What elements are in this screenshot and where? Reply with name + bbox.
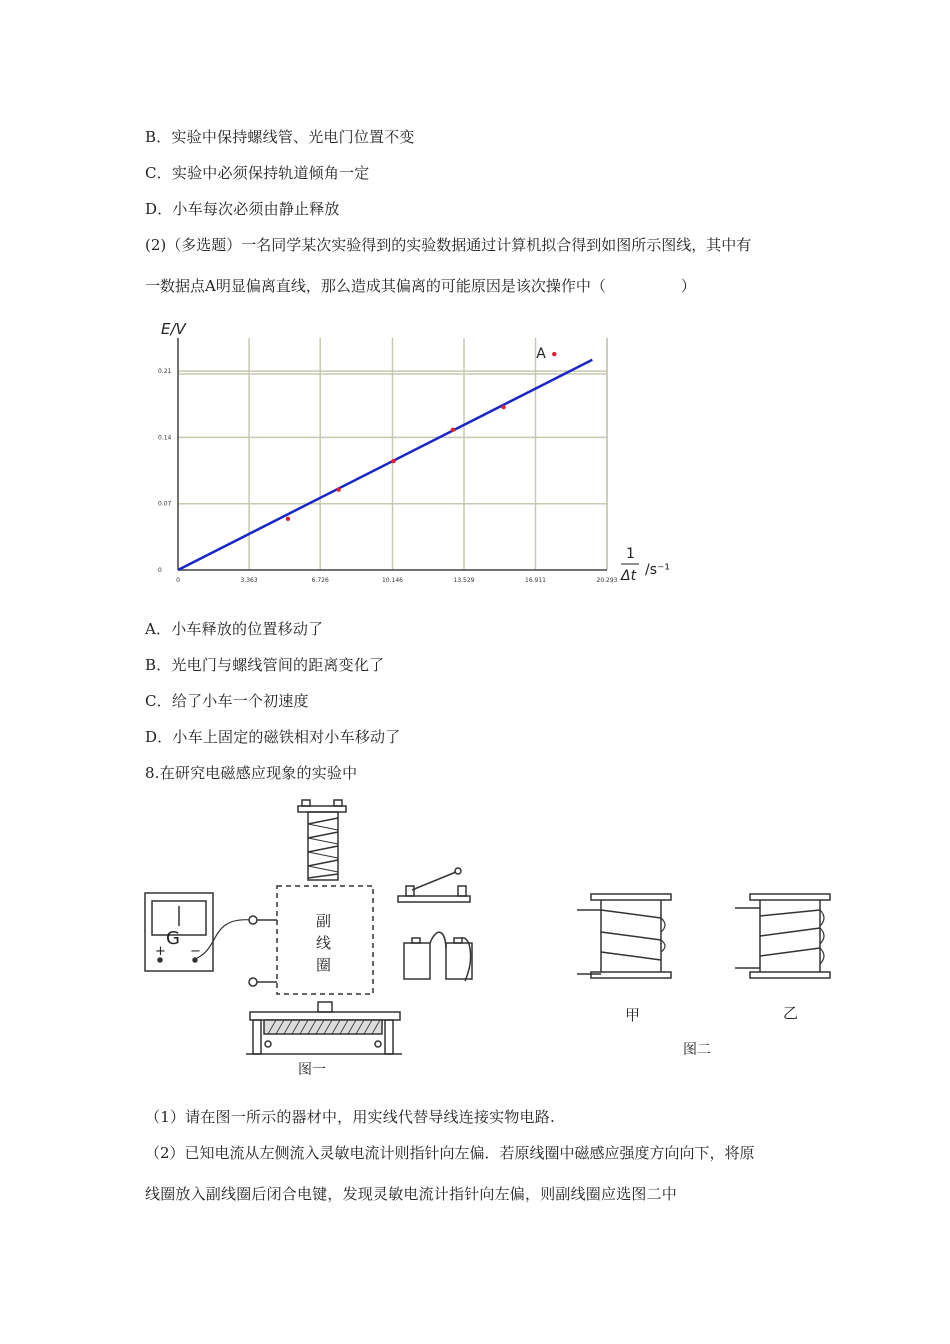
data-point [451, 428, 455, 432]
x-tick-label: 20.293 [596, 577, 618, 584]
secondary-coil-label-1: 副 [316, 912, 332, 930]
question-7-2-line1: (2)（多选题）一名同学某次实验得到的实验数据通过计算机拟合得到如图所示图线，其中有 [145, 236, 752, 254]
x-axis-label [620, 546, 670, 584]
x-axis-label-num: 1 [626, 546, 635, 562]
x-tick-label: 6.726 [311, 577, 329, 584]
x-tick-label: 0 [176, 577, 180, 584]
x-tick-label: 3.363 [240, 577, 258, 584]
data-point [552, 352, 556, 356]
x-tick-label: 16.911 [525, 577, 547, 584]
option-c: C．给了小车一个初速度 [145, 692, 309, 710]
x-tick-label: 10.146 [381, 577, 403, 584]
x-axis-label-unit: /s⁻¹ [645, 562, 671, 578]
option-c-q7: C．实验中必须保持轨道倾角一定 [145, 164, 370, 182]
scatter-chart [145, 308, 680, 598]
y-tick-label: 0.07 [158, 500, 172, 508]
question-8-2-line1: （2）已知电流从左侧流入灵敏电流计则指针向左偏．若原线圈中磁感应强度方向向下，将原 [145, 1144, 755, 1162]
galvanometer-label: G [166, 928, 180, 949]
galvanometer-minus: − [190, 944, 201, 959]
point-a-label: A [536, 346, 546, 363]
primary-coil [298, 800, 346, 880]
option-b-q7: B．实验中保持螺线管、光电门位置不变 [145, 128, 415, 146]
coil-yi [735, 894, 830, 978]
rheostat [246, 1002, 402, 1054]
batteries [404, 932, 472, 981]
coil-yi-label: 乙 [783, 1004, 799, 1022]
figure-1-caption: 图一 [298, 1062, 326, 1078]
question-7-2-line2: 一数据点A明显偏离直线，那么造成其偏离的可能原因是该次操作中（ ） [145, 277, 696, 295]
question-8-1: （1）请在图一所示的器材中，用实线代替导线连接实物电路. [145, 1108, 555, 1126]
figure-2-coils [565, 880, 855, 1065]
y-tick-label: 0 [158, 567, 162, 574]
y-tick-label: 0.14 [158, 434, 172, 442]
figure-1-apparatus [140, 798, 560, 1083]
option-d-q7: D．小车每次必须由静止释放 [145, 200, 340, 218]
y-axis-label: E/V [161, 320, 186, 338]
data-point [336, 487, 340, 491]
question-8-title: 8.在研究电磁感应现象的实验中 [145, 764, 358, 782]
option-d: D．小车上固定的磁铁相对小车移动了 [145, 728, 401, 746]
secondary-coil [249, 886, 373, 994]
figure-2-caption: 图二 [683, 1042, 711, 1058]
fit-line [178, 360, 592, 570]
coil-jia-label: 甲 [625, 1006, 641, 1024]
galvanometer-plus: + [155, 944, 166, 959]
y-tick-label: 0.21 [158, 368, 172, 376]
data-point [286, 517, 290, 521]
data-point [391, 459, 395, 463]
question-8-2-line2: 线圈放入副线圈后闭合电键，发现灵敏电流计指针向左偏，则副线圈应选图二中 [145, 1185, 678, 1203]
x-tick-label: 13.529 [453, 577, 475, 584]
option-b: B．光电门与螺线管间的距离变化了 [145, 656, 385, 674]
secondary-coil-label-3: 圈 [316, 956, 332, 974]
switch [398, 868, 470, 902]
grid [178, 338, 607, 570]
option-a: A．小车释放的位置移动了 [145, 620, 324, 638]
data-point [501, 405, 505, 409]
coil-jia [577, 894, 671, 978]
secondary-coil-label-2: 线 [316, 934, 332, 952]
x-axis-label-den: Δt [621, 568, 637, 584]
